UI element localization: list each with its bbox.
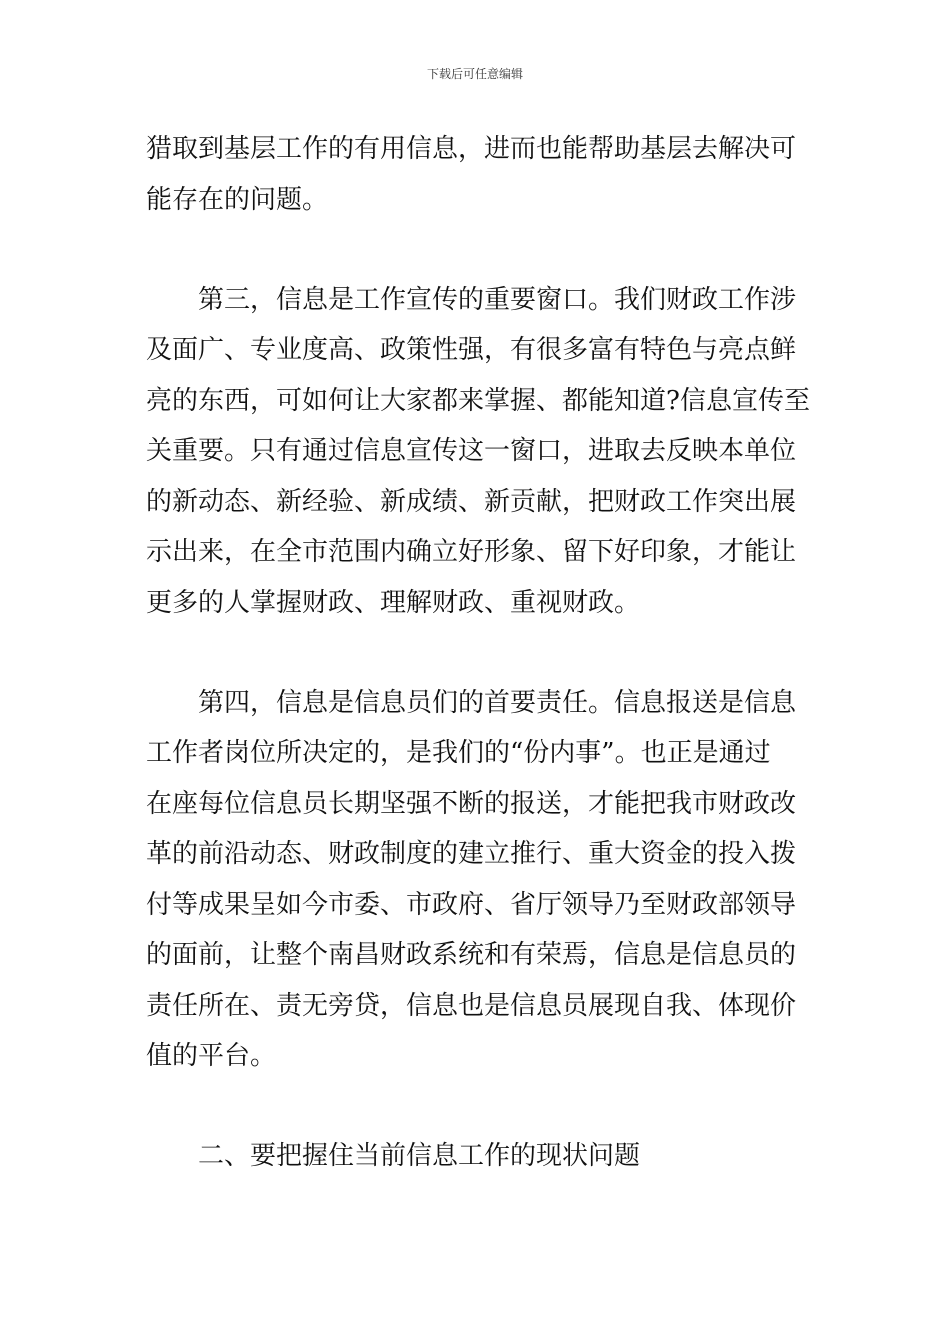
- header-note: 下载后可任意编辑: [426, 67, 523, 81]
- text-line: 的面前，让整个南昌财政系统和有荣焉，信息是信息员的: [146, 940, 797, 970]
- text-line: 示出来，在全市范围内确立好形象、留下好印象，才能让: [146, 537, 797, 567]
- text-line: 责任所在、责无旁贷，信息也是信息员展现自我、体现价: [146, 990, 797, 1021]
- text-line: 付等成果呈如今市委、市政府、省厅领导乃至财政部领导: [146, 889, 797, 920]
- paragraph-gap: [146, 628, 810, 678]
- section-heading: [146, 1131, 810, 1182]
- text-line: 工作者岗位所决定的，是我们的“份内事”。也正是通过: [146, 738, 771, 768]
- text-line: 猎取到基层工作的有用信息，进而也能帮助基层去解决可: [146, 134, 797, 164]
- heading-line: 二、要把握住当前信息工作的现状问题: [198, 1141, 641, 1171]
- paragraph-fourth-point: [146, 678, 810, 1082]
- text-line: 在座每位信息员长期坚强不断的报送，才能把我市财政改: [146, 788, 797, 819]
- paragraph-third-point: [146, 275, 810, 629]
- text-line: 及面广、专业度高、政策性强，有很多富有特色与亮点鲜: [146, 335, 797, 365]
- text-line: 能存在的问题。: [146, 184, 329, 215]
- paragraph-gap: [146, 225, 810, 275]
- text-line: 亮的东西，可如何让大家都来掌握、都能知道?信息宣传至: [146, 385, 810, 416]
- paragraph-continuation: [146, 124, 810, 225]
- text-line: 第四，信息是信息员们的首要责任。信息报送是信息: [198, 687, 797, 718]
- text-line: 更多的人掌握财政、理解财政、重视财政。: [146, 587, 641, 618]
- document-body: [146, 124, 810, 1182]
- text-line: 革的前沿动态、财政制度的建立推行、重大资金的投入拨: [146, 839, 797, 869]
- text-line: 关重要。只有通过信息宣传这一窗口，进取去反映本单位: [146, 436, 797, 466]
- text-line: 第三，信息是工作宣传的重要窗口。我们财政工作涉: [198, 284, 797, 315]
- text-line: 的新动态、新经验、新成绩、新贡献，把财政工作突出展: [146, 486, 797, 517]
- text-line: 值的平台。: [146, 1041, 277, 1071]
- paragraph-gap: [146, 1082, 810, 1132]
